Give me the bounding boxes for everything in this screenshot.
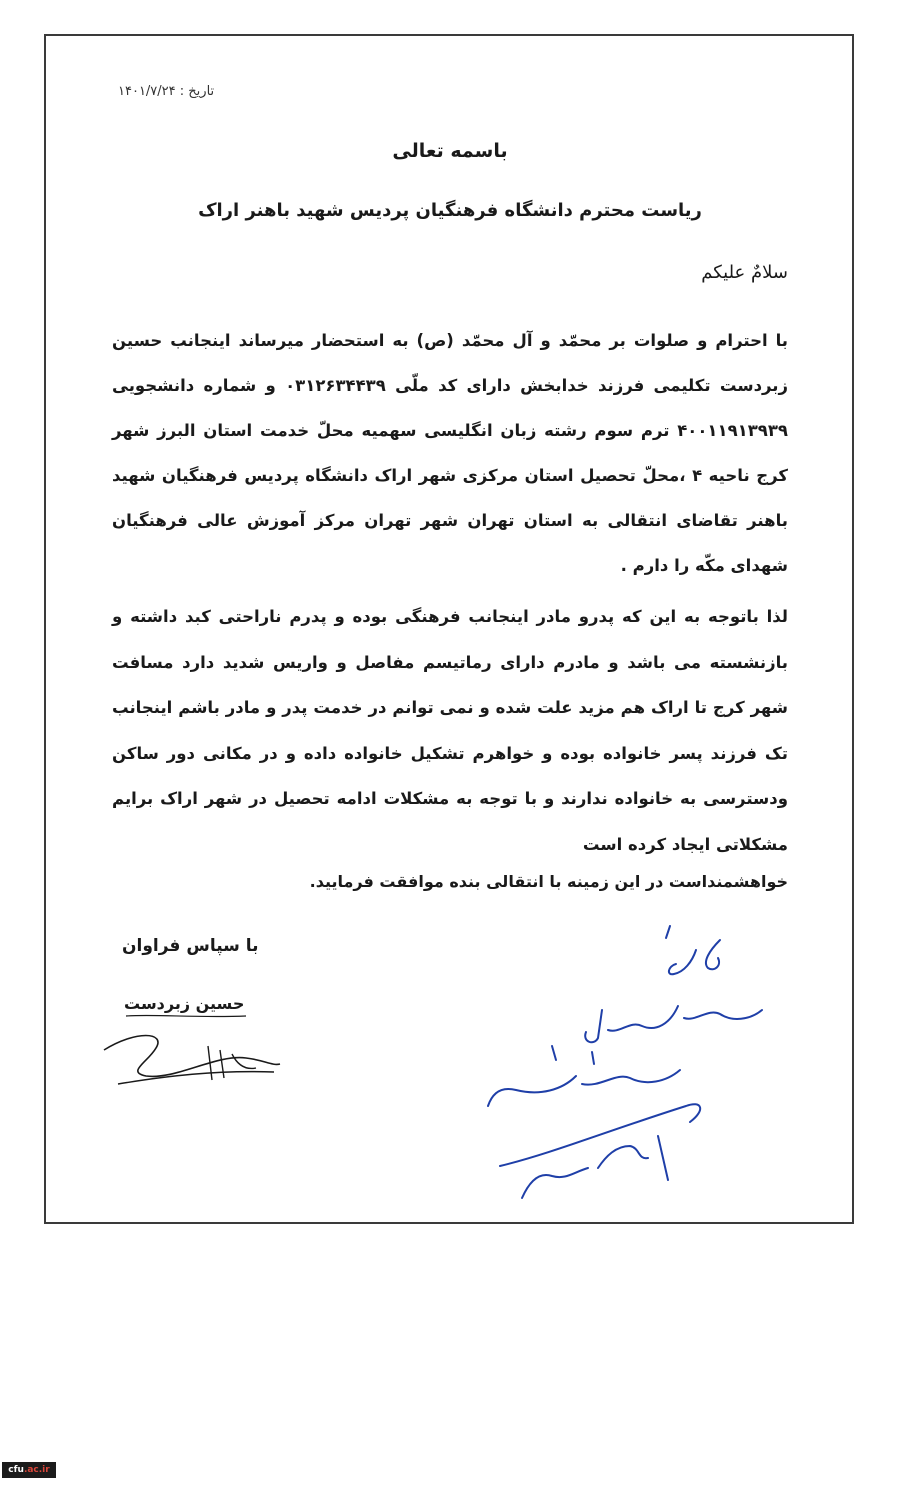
letter-date: تاریخ : ۱۴۰۱/۷/۲۴ [118,84,215,99]
basmala-heading: باسمه تعالی [392,140,508,162]
reason-paragraph: لذا باتوجه به این که پدرو مادر اینجانب فرهنگی بوده و پدرم ناراحتی کبد داشته و بازنشسته می باشد و مادرم دارای رماتیسم مفاصل و واریس شدید دارد مسافت شهر کرج تا اراک هم مزید علت شده و نمی توانم در خدمت پدر و مادر باشم اینجانب تک فرزند پسر خانواده بوده و خواهرم تشکیل خانواده داده و در مکانی دور ساکن ودسترسی به خانواده ندارند و با توجه به مشکلات ادامه تحصیل در شهر اراک برایم مشکلاتی ایجاد کرده است [112,607,788,854]
logo-text-b: .ac.ir [23,1465,50,1475]
addressee-line: ریاست محترم دانشگاه فرهنگیان پردیس شهید باهنر اراک [198,200,702,221]
closing-request: خواهشمنداست در این زمینه با انتقالی بنده موافقت فرمایید. [309,872,788,891]
handwritten-referral-note [470,910,770,1210]
thanks-line: با سپاس فراوان [122,936,259,956]
cfu-logo [2,1462,56,1478]
logo-text-a: cfu [8,1465,24,1475]
greeting: سلامٌ علیکم [701,262,788,283]
request-paragraph: با احترام و صلوات بر محمّد و آل محمّد (ص) به استحضار میرساند اینجانب حسین زبردست تکلیمی فرزند خدابخش دارای کد ملّی ۰۳۱۲۶۳۴۴۳۹ و شماره دانشجویی ۴۰۰۱۱۹۱۳۹۳۹ ترم سوم رشته زبان انگلیسی سهمیه محلّ خدمت استان البرز شهر کرج ناحیه ۴ ،محلّ تحصیل استان مرکزی شهر اراک دانشگاه پردیس فرهنگیان شهید باهنر تقاضای انتقالی به استان تهران شهر تهران مرکز آموزش عالی فرهنگیان شهدای مکّه را دارم . [112,331,788,575]
signer-name: حسین زبردست [124,994,245,1013]
handwritten-signature [96,1010,286,1090]
